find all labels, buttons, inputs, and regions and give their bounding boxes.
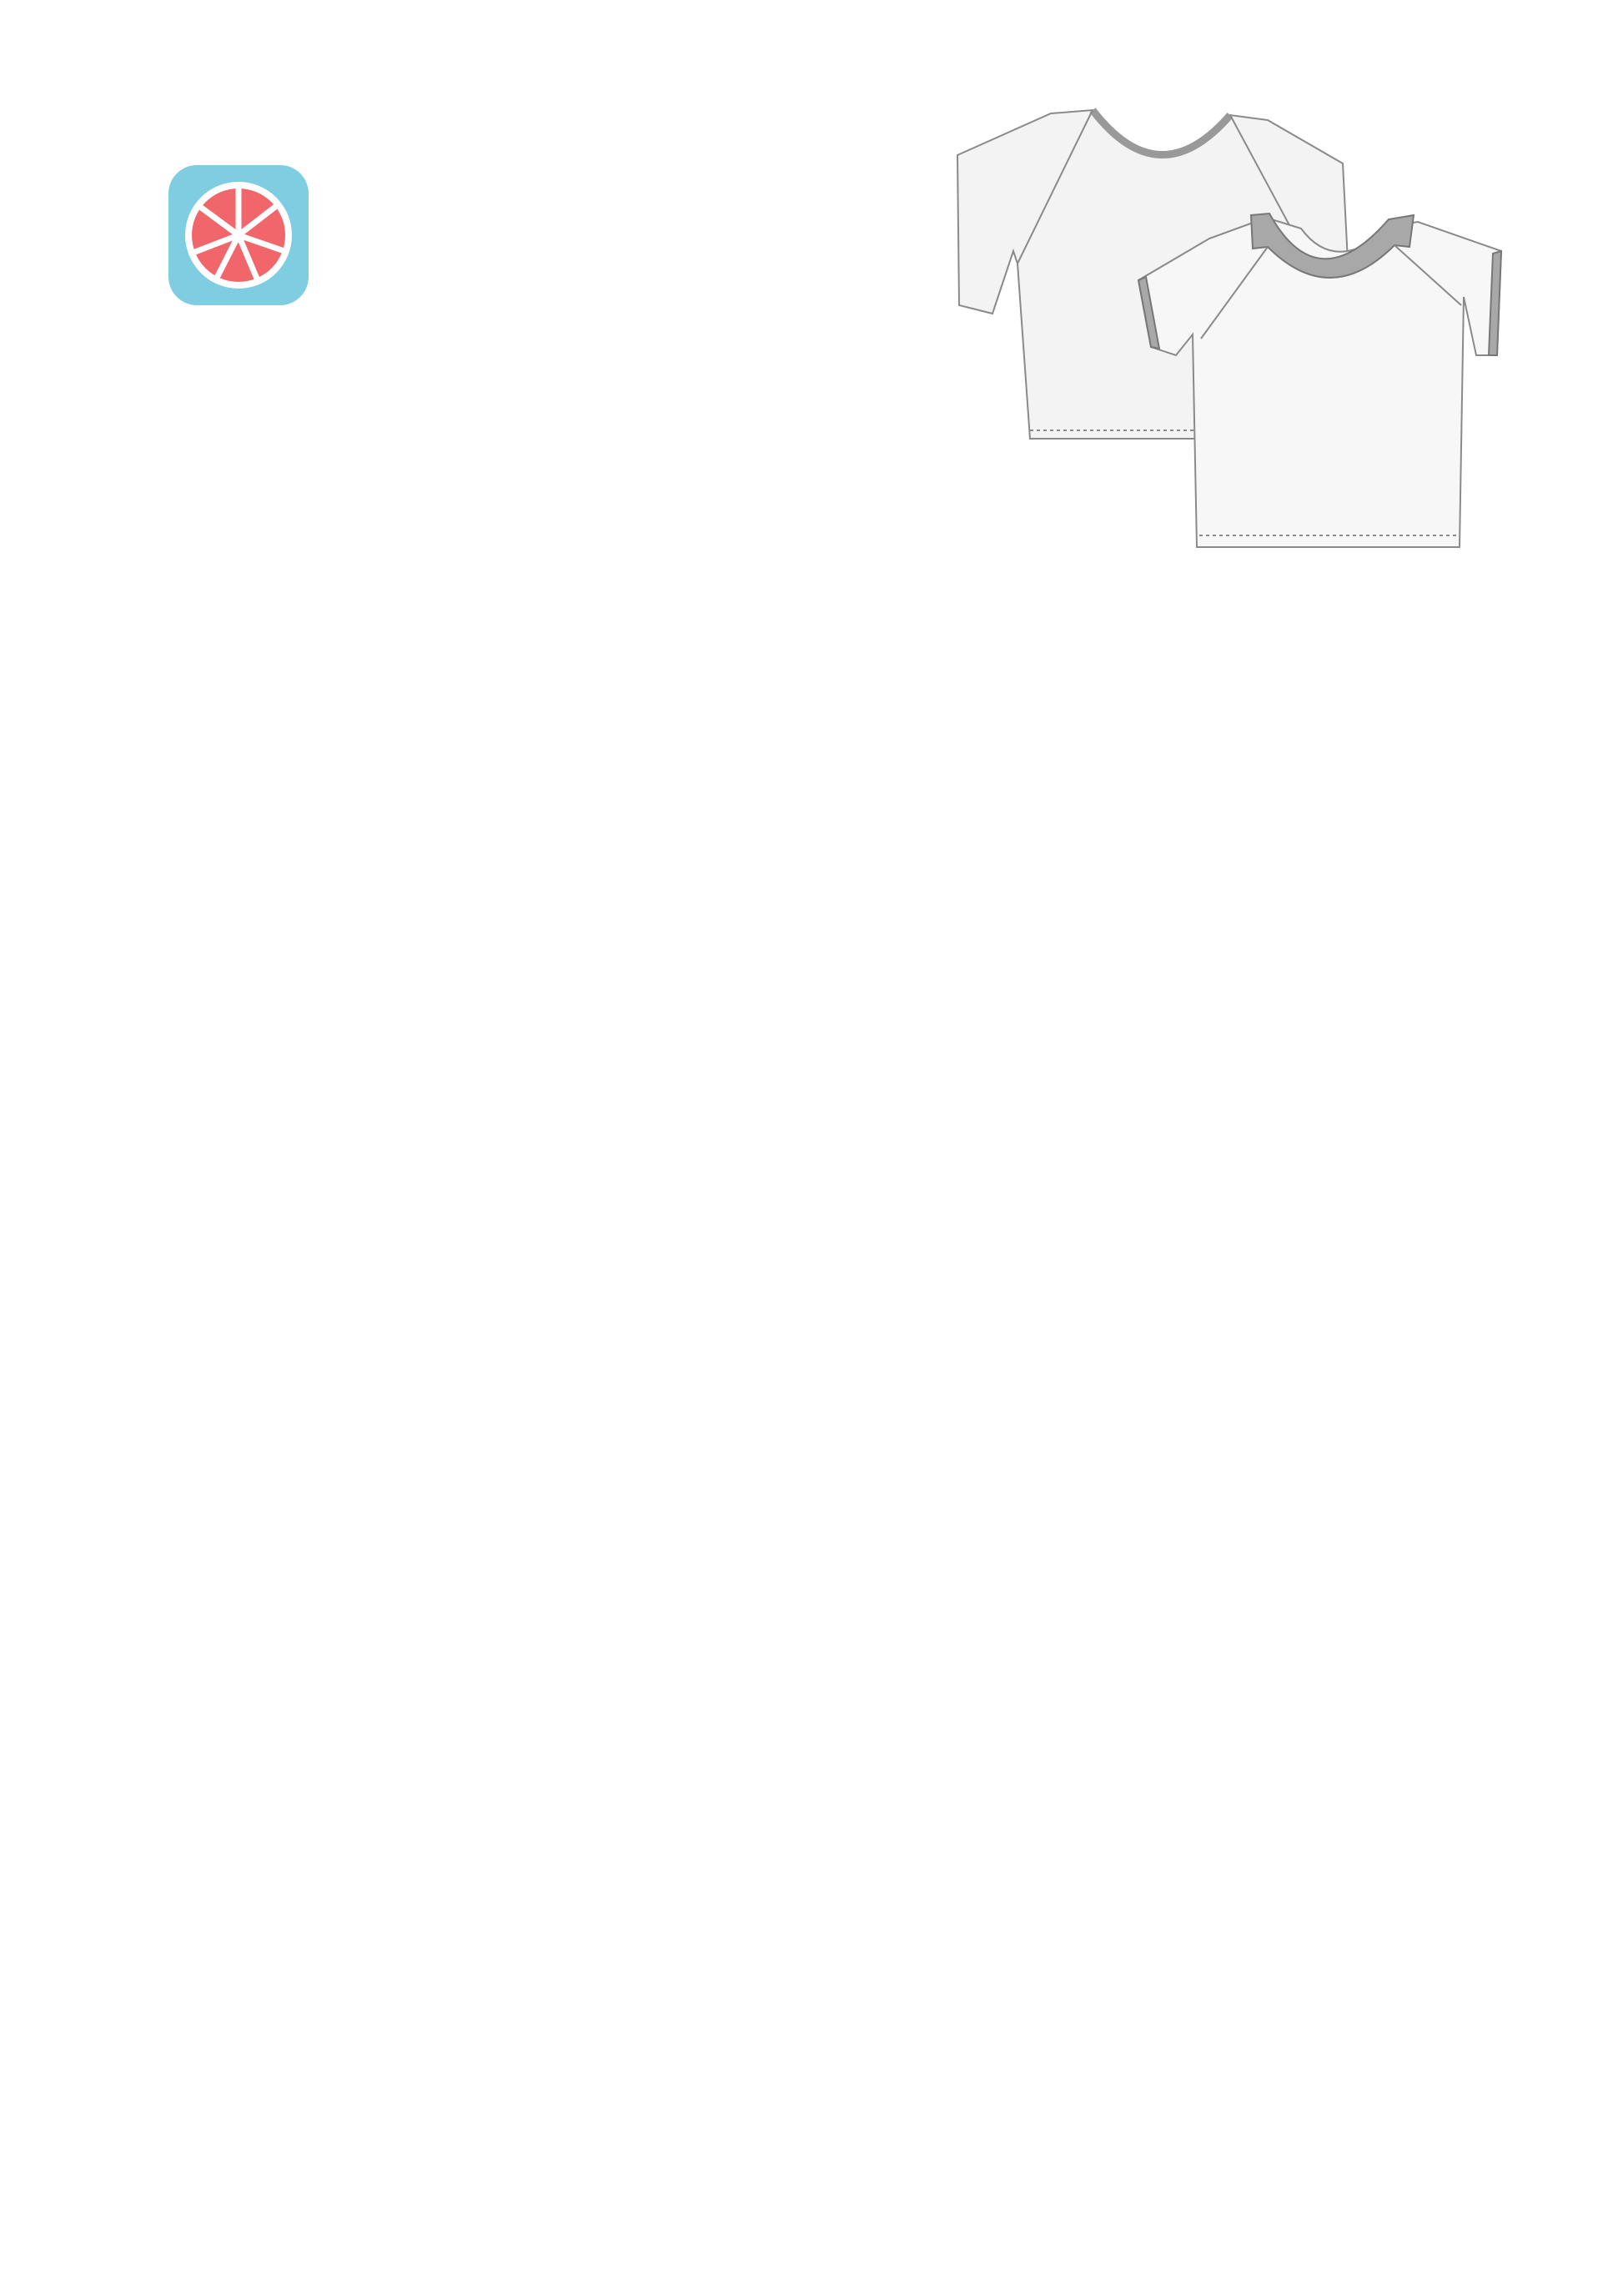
notion-item (111, 1656, 1279, 1697)
notion-item (111, 1575, 1279, 1615)
brand-logo-icon (167, 163, 310, 307)
short-sleeve-shirt-drawing (1138, 214, 1501, 547)
garment-illustration (951, 105, 1535, 564)
notion-item (111, 1615, 1279, 1656)
